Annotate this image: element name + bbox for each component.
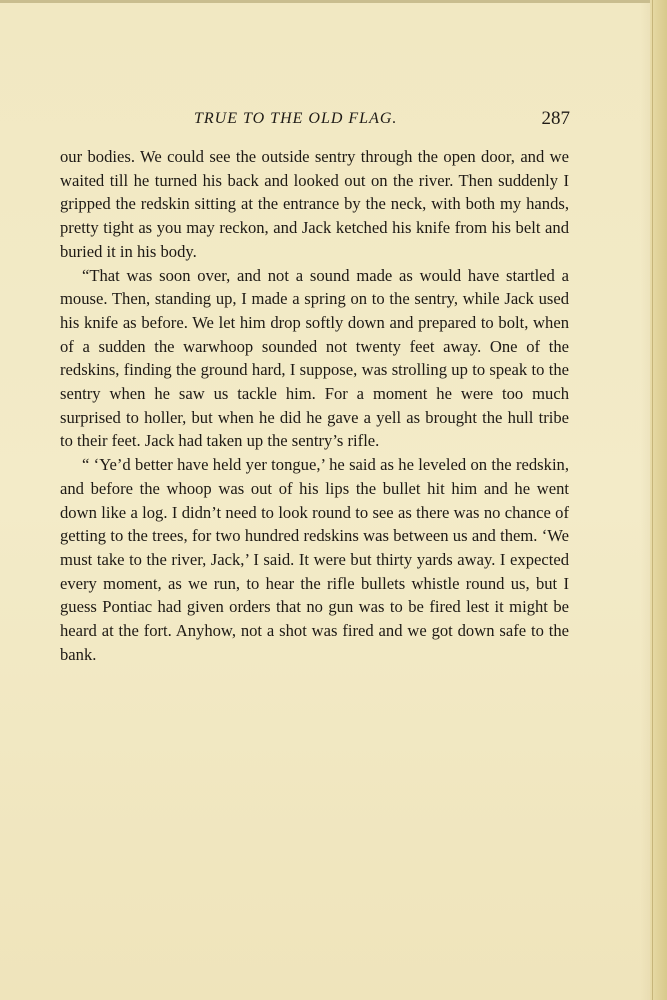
paragraph: “That was soon over, and not a sound made as would have startled a mouse. Then, standing up, I made a spring on to the sentry, while Jack used his knife as before. We let him drop softly down and prepared to bolt, when of a sudden the warwhoop sounded not twenty feet away. One of the redskins, finding the ground hard, I suppose, was strolling up to speak to the sentry when he saw us tackle him. For a moment he were too much surprised to holler, but when he did he gave a yell as brought the hull tribe to their feet. Jack had taken up the sentry’s rifle. (60, 265, 569, 451)
running-title: TRUE TO THE OLD FLAG. (194, 110, 398, 127)
paragraph: our bodies. We could see the outside sentry through the open door, and we waited till he turned his back and looked out on the river. Then suddenly I gripped the redskin sitting at the entrance by the neck, with both my hands, pretty tight as you may reckon, and Jack ketched his knife from his belt and buried it in his body. (60, 147, 569, 261)
body-text (60, 145, 569, 666)
page-number: 287 (541, 108, 570, 129)
page-top-edge (0, 0, 667, 3)
page-edge-line (652, 0, 653, 1000)
paragraph: “ ‘Ye’d better have held yer tongue,’ he said as he leveled on the redskin, and before the whoop was out of his lips the bullet hit him and he went down like a log. I didn’t need to look round to see as there was no chance of getting to the trees, for two hundred redskins was between us and them. ‘We must take to the river, Jack,’ I said. It were but thirty yards away. I expected every moment, as we run, to hear the rifle bullets whistle round us, but I guess Pontiac had given orders that no gun was to be fired lest it might be heard at the fort. Anyhow, not a shot was fired and we got down safe to the bank. (60, 455, 569, 664)
page-header (60, 108, 570, 136)
